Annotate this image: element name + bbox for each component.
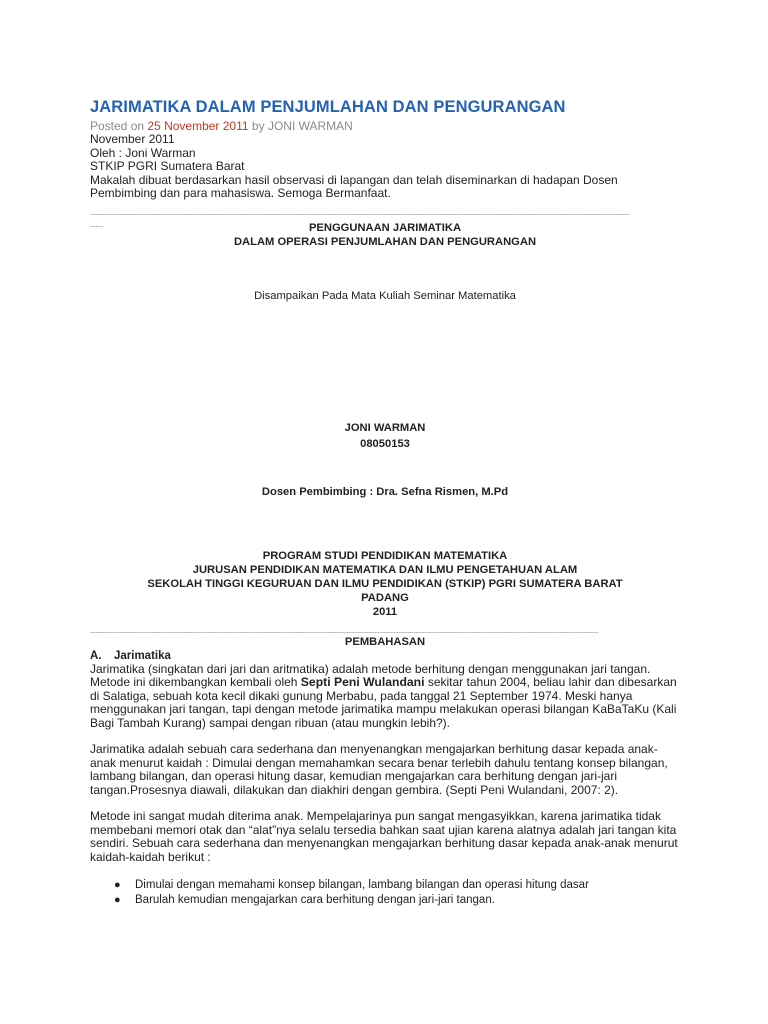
cover-course: Disampaikan Pada Mata Kuliah Seminar Matematika: [254, 289, 516, 302]
header-date: November 2011: [90, 132, 175, 146]
paragraph-1-rest: sekitar tahun 2004, beliau lahir dan dibesarkan di Salatiga, sebuah kota kecil dikaki gunung Merbabu, pada tanggal 21 September 1974. Meski hanya menggunakan jari tangan, tapi dengan metode jarimatika mampu melakukan operasi bilangan KaBaTaKu (Kali Bagi Tambah Kurang) sampai dengan ribuan (atau mungkin lebih?).: [90, 675, 677, 730]
header-author: Oleh : Joni Warman: [90, 145, 196, 160]
cover-nim: 08050153: [360, 437, 410, 450]
discussion-title: PEMBAHASAN: [344, 635, 426, 648]
list-item: [90, 893, 680, 908]
cover-heading-1: PENGGUNAAN JARIMATIKA: [308, 221, 462, 234]
paragraph-1-intro: Jarimatika (singkatan dari jari dan aritmatika) adalah metode berhitung dengan menggunakan jari tangan. Metode ini dikembangkan kembali oleh: [90, 661, 651, 689]
list-item: [90, 878, 680, 893]
paragraph-3: Metode ini sangat mudah diterima anak. Mempelajarinya pun sangat mengasyikkan, karena jarimatika tidak membebani memori otak dan “alat”nya selalu tersedia bahkan saat ujian karena alatnya adalah jari tangan kita sendiri. Sebuah cara sederhana dan menyenangkan mengajarkan berhitung dasar kepada anak-anak menurut kaidah-kaidah berikut :: [90, 809, 678, 864]
cover-year: 2011: [372, 605, 398, 618]
cover-city: PADANG: [361, 591, 409, 604]
section-title: Jarimatika: [114, 649, 171, 662]
by-label: by: [251, 119, 265, 133]
post-meta: [90, 119, 680, 133]
section-letter: A.: [90, 649, 102, 662]
bullet-list: [90, 878, 680, 908]
separator-line: ______________________________________________________________________________________: [90, 202, 630, 215]
post-date-link[interactable]: 25 November 2011: [147, 119, 249, 133]
paragraph-2: Jarimatika adalah sebuah cara sederhana dan menyenangkan mengajarkan berhitung dasar kepada anak-anak menurut kaidah : Dimulai dengan memahamkan secara benar terlebih dahulu tentang konsep bilangan, lambang bilangan, dan operasi hitung dasar, kemudian mengajarkan cara berhitung dengan jari-jari tangan.Prosesnya diawali, dilakukan dan diakhiri dengan gembira. (Septi Peni Wulandani, 2007: 2).: [90, 742, 668, 797]
posted-on-label: Posted on: [90, 119, 145, 133]
cover-name: JONI WARMAN: [344, 421, 426, 434]
bullet-icon: ●: [114, 879, 121, 891]
cover-institution: SEKOLAH TINGGI KEGURUAN DAN ILMU PENDIDIKAN (STKIP) PGRI SUMATERA BARAT: [147, 577, 623, 590]
cover-department: JURUSAN PENDIDIKAN MATEMATIKA DAN ILMU PENGETAHUAN ALAM: [192, 563, 578, 576]
list-item-text: Dimulai dengan memahami konsep bilangan, lambang bilangan dan operasi hitung dasar: [135, 879, 589, 891]
separator-line-tail: __: [90, 214, 103, 227]
cover-advisor: Dosen Pembimbing : Dra. Sefna Rismen, M.Pd: [261, 485, 509, 498]
document-body: [90, 96, 680, 908]
post-title[interactable]: JARIMATIKA DALAM PENJUMLAHAN DAN PENGURANGAN: [90, 98, 566, 116]
separator-line-2: _________________________________________________________________________________: [90, 620, 599, 633]
section-heading: [90, 649, 680, 663]
list-item-text: Barulah kemudian mengajarkan cara berhitung dengan jari-jari tangan.: [135, 894, 495, 906]
paragraph-1: [90, 663, 680, 731]
cover-heading-2: DALAM OPERASI PENJUMLAHAN DAN PENGURANGAN: [233, 235, 537, 248]
paragraph-1-name: Septi Peni Wulandani: [300, 675, 425, 689]
header-institution: STKIP PGRI Sumatera Barat: [90, 159, 245, 173]
bullet-icon: ●: [114, 894, 121, 906]
post-author-link[interactable]: JONI WARMAN: [267, 119, 353, 133]
header-note: Makalah dibuat berdasarkan hasil observasi di lapangan dan telah diseminarkan di hadapan Dosen Pembimbing dan para mahasiswa. Semoga Bermanfaat.: [90, 172, 618, 200]
cover-program: PROGRAM STUDI PENDIDIKAN MATEMATIKA: [262, 549, 508, 562]
